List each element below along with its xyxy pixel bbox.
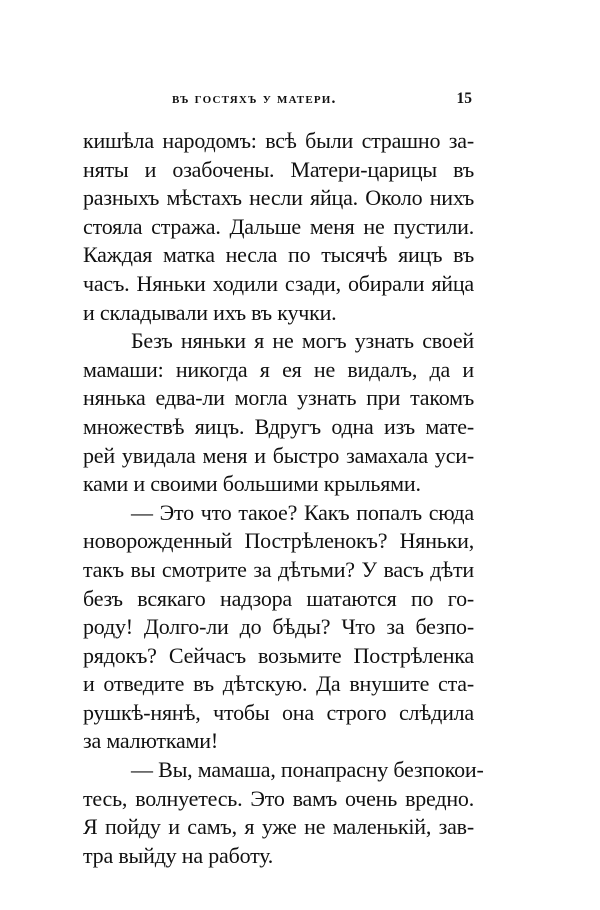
text-line: такъ вы смотрите за дѣтьми? У васъ дѣти bbox=[83, 556, 474, 582]
text-line: множествѣ яицъ. Вдругъ одна изъ мате- bbox=[83, 413, 474, 439]
text-line: рей увидала меня и быстро замахала уси- bbox=[83, 442, 474, 468]
text-line: разныхъ мѣстахъ несли яйца. Около нихъ bbox=[83, 185, 474, 211]
text-line: тра выйду на работу. bbox=[83, 842, 274, 868]
running-title: въ гостяхъ у матери. bbox=[172, 90, 337, 107]
running-head bbox=[83, 90, 474, 112]
text-line: часъ. Няньки ходили сзади, обирали яйца bbox=[83, 270, 474, 296]
text-line: рушкѣ-нянѣ, чтобы она строго слѣдила bbox=[83, 699, 474, 725]
text-line: и складывали ихъ въ кучки. bbox=[83, 299, 337, 325]
text-line: — Вы, мамаша, понапрасну безпокои- bbox=[131, 757, 484, 783]
text-line: тесь, волнуетесь. Это вамъ очень вредно. bbox=[83, 785, 474, 811]
text-line: Безъ няньки я не могъ узнать своей bbox=[131, 328, 474, 354]
text-line: новорожденный Пострѣленокъ? Няньки, bbox=[83, 528, 474, 554]
text-line: ками и своими большими крыльями. bbox=[83, 471, 421, 497]
text-line: мамаши: никогда я ея не видалъ, да и bbox=[83, 356, 474, 382]
page-number: 15 bbox=[456, 90, 472, 107]
text-line: Я пойду и самъ, я уже не маленькій, зав- bbox=[83, 814, 474, 840]
body-text bbox=[83, 127, 484, 870]
text-line: роду! Долго-ли до бѣды? Что за безпо- bbox=[83, 614, 474, 640]
text-line: безъ всякаго надзора шатаются по го- bbox=[83, 585, 474, 611]
text-line: — Это что такое? Какъ попалъ сюда bbox=[131, 499, 474, 525]
text-line: рядокъ? Сейчасъ возьмите Пострѣленка bbox=[83, 642, 474, 668]
text-line: стояла стража. Дальше меня не пустили. bbox=[83, 213, 474, 239]
text-line: нянька едва-ли могла узнать при такомъ bbox=[83, 385, 474, 411]
text-line: Каждая матка несла по тысячѣ яицъ въ bbox=[83, 242, 474, 268]
text-line: кишѣла народомъ: всѣ были страшно за- bbox=[83, 128, 474, 153]
text-line: за малютками! bbox=[83, 728, 218, 754]
text-line: няты и озабочены. Матери-царицы въ bbox=[83, 156, 474, 182]
text-line: и отведите въ дѣтскую. Да внушите ста- bbox=[83, 671, 474, 697]
